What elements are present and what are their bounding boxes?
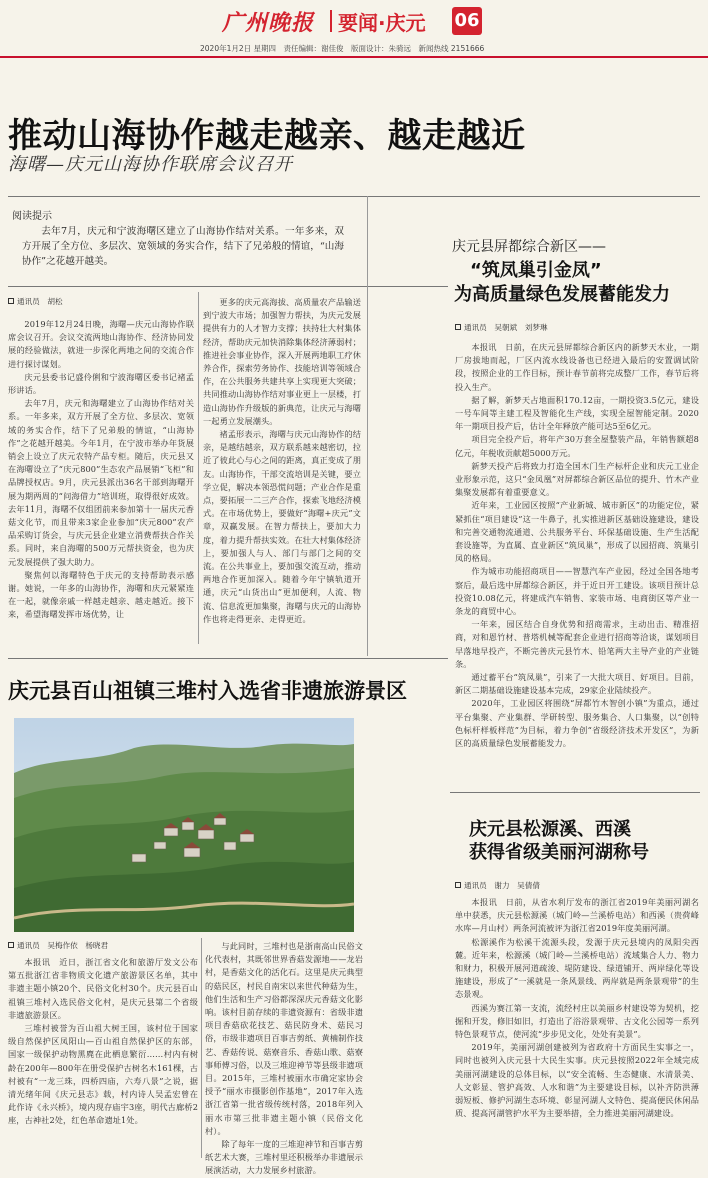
lead-column-1: [8, 318, 194, 622]
story3-byline-text: 通讯员 谢力 吴倩倩: [464, 881, 540, 890]
paragraph: 褚孟形表示，海曙与庆元山海协作的结亲，是越结越亲，双方联系越来越密切，拉近了彼此心与心之间的距离，真正变成了朋友。山海协作，干部交流培训是关键，要立学立促，解决本领恐慌问题；产业合作是重点，要拓展一二三产合作，探索飞地经济模式。在市场优势上，要做好“海曙+庆元”文章，双赢发展。在智力帮扶上，要加大力度，着力提升帮扶实效。在壮大村集体经济上，要加强人与人、部门与部门之间的交流。在公共事业上，要加强交流互动，推动两地合作更加深入。随着今年宁镇轨道开通，庆元“山货出山”更加便利，人流、物流、信息流更加集聚，海曙与庆元的山海协作也将走得更亲、走得更近。: [203, 429, 361, 624]
story2-headline: 庆元县百山祖镇三堆村入选省非遗旅游景区: [8, 679, 407, 703]
column-divider: [201, 938, 202, 1158]
paragraph: 除了每年一度的三堆迎神节和百事吉剪纸艺术大赛，三堆村里还积极举办非遗展示展演活动，大力发展乡村旅游。: [205, 1139, 363, 1176]
paragraph: 项目完全投产后，将年产30万套全屋整装产品，年销售额超8亿元，年税收贡献超5000万元。: [455, 434, 699, 458]
paragraph: 2019年，美丽河湖创建被列为省政府十方面民生实事之一，同时也被列入庆元县十大民生实事。庆元县按照2022年全域完成美丽河湖建设的总体目标，以“安全流畅、生态健康、水清景美、人文彰显、管护高效、人水和谐”为主要建设目标，以补齐防洪薄弱短板、修护河湖生态环境、彰显河湖人文特色、提高便民休闲品质、提高河湖管护水平为主要举措，全力推进美丽河湖建设。: [455, 1042, 699, 1119]
header-divider: [330, 10, 332, 32]
intro-rule: [8, 286, 448, 287]
lead-column-2: [203, 296, 361, 626]
byline-box-icon: [8, 942, 14, 948]
paragraph: 新梦天投产后将致力打造全国木门生产标杆企业和庆元工业企业形象示范，这只“金凤凰”对屏都综合新区品位的提升、竹木产业集聚发展都有着重要意义。: [455, 460, 699, 498]
paragraph: 去年7月，庆元和海曙建立了山海协作结对关系。一年多来，双方开展了全方位、多层次、宽领域的务实合作，结下了兄弟般的情谊，“山海协作”之花越开越美。今年1月，在宁波市举办年货展销会上设立了庆元农特产品专柜。随后，庆元县又在海曙设立了“庆元800”生态农产品展销“飞柜”和品牌授权店。9月，庆元县派出36名干部到海曙开展为期两周的“问海借力”培训班，取得很好成效。去年11月，海曙不仅组团前来参加第十一届庆元香菇文化节，而且带来3家企业参加“庆元800”农产品采购订货会，与庆元县企业建立消费帮扶合作关系。同时，来自海曙的500万元帮扶资金，也为庆元发展提供了强大助力。: [8, 398, 194, 567]
paragraph: 松源溪作为松溪干流源头段，发源于庆元县境内的凤阳尖西麓。近年来，松源溪（城门岭—兰溪桥电站）流域集合人力、物力和财力，积极开展河道疏浚、堤防建设、绿道铺开、两岸绿化等设施建设，形成了“一溪就是一条风景线、两岸就是两条景观带”的生态景观。: [455, 936, 699, 1000]
paragraph: 一年来，园区结合自身优势和招商需求，主动出击、精准招商，对和恩竹材、普塔机械等配套企业进行招商等洽谈，谋划项目早落地早投产，不断完善庆元县竹木、铅笔两大主导产业的产业链条。: [455, 619, 699, 669]
village-photo: [14, 718, 354, 932]
headline-rule: [8, 196, 700, 197]
paragraph: 更多的庆元高海拔、高质量农产品输送到宁波大市场；加强智力帮扶，为庆元发展提供有力的人才智力支撑；扶持壮大村集体经济，帮助庆元加快消除集体经济薄弱村；推进社会事业协作，深入开展两地职工疗休养合作，探索劳务协作、技能培训等领域合作，在公共服务共建共享上实现更大突破；共同推动山海协作结对事业更上一层楼，打造山海协作升级版的新典范，让庆元与海曙一起勇立发展潮头。: [203, 297, 361, 426]
intro-text: 去年7月，庆元和宁波海曙区建立了山海协作结对关系。一年多来，双方开展了全方位、多层次、宽领域的务实合作，结下了兄弟般的情谊，“山海协作”之花越开越美。: [22, 226, 344, 268]
side-story-byline: [455, 322, 548, 333]
side-byline-text: 通讯员 吴朝斌 刘梦琳: [464, 323, 548, 332]
paragraph: 聚焦何以海曙特色于庆元的支持帮助表示感谢。她说，一年多的山海协作，海曙和庆元紧紧连在一起，就像亲戚一样越走越亲、越走越近。接下来，希望海曙发挥市场优势，让: [8, 569, 194, 620]
lead-byline: [8, 296, 63, 307]
byline-box-icon: [8, 298, 14, 304]
paragraph: 与此同时，三堆村也是浙南高山民俗文化代表村，其既邻世界香菇发源地——龙岩村，是香菇文化的活化石。这里是庆元典型的菇民区，村民自南宋以来世代种菇为生，他们生活和生产习俗都深深庆元香菇文化影响。该村目前存续的非遗资源有：省级非遗项目香菇砍花技艺、菇民防身术、菇民习俗，市级非遗项目百事吉剪纸、黄楠制作技艺、香菇传说、菇寮音乐、香菇山歌、菇寮事师傅习俗，以及三堆迎神节等县级非遗项目。2015年，三堆村被丽水市确定家协会授予“丽水市摄影创作基地”，2017年入选浙江省第一批省级传统村落，2018年列入丽水市第三批非遗主题小镇（民俗文化村）。: [205, 941, 363, 1136]
story2-byline: [8, 940, 108, 951]
intro-label: 阅读提示: [12, 211, 52, 222]
paragraph: 近年来，工业园区按照“产业新城、城市新区”的功能定位，紧紧抓住“项目建设”这一牛鼻子，扎实推进新区基础设施建设，建设和完善交通物流通道、公共服务平台、环保基础设施、生产生活配套设施等，为直属、直业新区“筑凤巢”，形成了以园招商、筑巢引凤的格局。: [455, 500, 699, 564]
section-title: 要闻·庆元: [338, 11, 426, 35]
column-divider: [367, 196, 368, 656]
paragraph: 2020年，工业园区将围绕“屏都竹木智创小镇”为重点，通过平台集聚、产业集群、学研转型、服务集合、人口集聚，以“创特色标杆样板样范”为目标，着力争创“省级经济技术开发区”，为新区的高质量绿色发展蓄能发力。: [455, 698, 699, 749]
side-story-body: [455, 341, 699, 750]
paragraph: 2019年12月24日晚，海曙—庆元山海协作联席会议召开。会议交流两地山海协作、经济协同发展的经验做法，就进一步深化两地之间的交流合作进行探讨谋划。: [8, 319, 194, 369]
paragraph: 通过蓄平台“筑凤巢”，引来了一大批大项目、好项目。目前，新区二期基础设施建设基本完成，29家企业陆续投产。: [455, 672, 699, 696]
story2-column-1: [8, 956, 198, 1128]
paragraph: 作为城市功能招商项目——智慧汽车产业园，经过全国各地考察后，最后选中屏都综合新区，并于近日开工建设。该项目预计总投资10.08亿元，将建成汽车销售、家装市场、电商街区等产业一条龙的商贸中心。: [455, 566, 699, 617]
page-number: 06: [452, 7, 482, 35]
side-story-title-2: 为高质量绿色发展蓄能发力: [454, 284, 670, 305]
edition-meta: 2020年1月2日 星期四 责任编辑：谢佳俊 版面设计：朱骑远 新闻热线 2151666: [200, 44, 485, 53]
paragraph: 三堆村被誉为百山祖大树王国，该村位于国家级自然保护区凤阳山—百山祖自然保护区的东部，国家一级保护动物黑麂在此栖息繁衍……村内有树龄在200年—800年在册受保护古树名木161棵，古村被有“一龙三珠，四桥四庙，六寿八景”之说，据清光绪年间《庆元县志》载，村内诗人吴孟宏曾在此作诗《永兴桥》，境内现存庙宇3座，明代古廊桥2座，古神社2处，红色革命遗址1处。: [8, 1023, 198, 1126]
story3-byline: [455, 880, 540, 891]
byline-box-icon: [455, 324, 461, 330]
lead-subheadline: 海曙—庆元山海协作联席会议召开: [8, 154, 293, 175]
section-rule: [8, 658, 448, 659]
paragraph: 本报讯 近日，浙江省文化和旅游厅发文公布第五批浙江省非物质文化遗产旅游景区名单，其中非遗主题小镇20个、民俗文化村30个。庆元县百山祖镇三堆村入选民俗文化村，是庆元县第二个省级非遗旅游景区。: [8, 957, 198, 1020]
paragraph: 本报讯 日前，从省水利厅发布的浙江省2019年美丽河湖名单中获悉，庆元县松源溪（城门岭—兰溪桥电站）和西溪（贵荷峰水库—月山村）两条河流被评为浙江省2019年度美丽河湖。: [455, 897, 699, 934]
column-divider: [198, 292, 199, 644]
story3-title-1: 庆元县松源溪、西溪: [469, 819, 631, 840]
lead-headline: 推动山海协作越走越亲、越走越近: [8, 116, 526, 156]
story3-body: [455, 896, 699, 1120]
side-story-title-1: “筑凤巢引金凤”: [470, 260, 602, 281]
paragraph: 西溪为赛江第一支流，流经村庄以美丽乡村建设等为契机，挖掘和开发，修旧如旧，打造出了浴浴景观带、古文化公园等一系列特色景观节点，使河流“步步见文化，处处有美景”。: [455, 1002, 699, 1040]
header-rule: [0, 56, 708, 58]
section-rule: [450, 792, 700, 793]
story2-column-2: [205, 940, 363, 1178]
newspaper-logo: 广州晚报: [222, 10, 315, 36]
side-story-kicker: 庆元县屏都综合新区——: [452, 239, 606, 255]
lead-byline-text: 通讯员 胡松: [17, 297, 63, 306]
paragraph: 本报讯 日前，在庆元县屏都综合新区内的新梦天木业，一期厂房拔地而起，厂区内流水线设备也已经进入最后的安置调试阶段，按照企业的工作目标，预计春节前将完成整厂工作，春节后将投入生产。: [455, 342, 699, 392]
paragraph: 据了解，新梦天占地面积170.12亩，一期投资3.5亿元，建设一号车间等主建工程及智能化生产线，实现全屋智能定制。2020年一期项目投产后，估计全年释放产能可达5至6亿元。: [455, 394, 699, 432]
byline-box-icon: [455, 882, 461, 888]
paragraph: 庆元县委书记盛伶俐和宁波海曙区委书记褚孟形讲话。: [8, 371, 194, 396]
story3-title-2: 获得省级美丽河湖称号: [469, 842, 649, 863]
story2-byline-text: 通讯员 吴梅作依 杨晓君: [17, 941, 109, 950]
